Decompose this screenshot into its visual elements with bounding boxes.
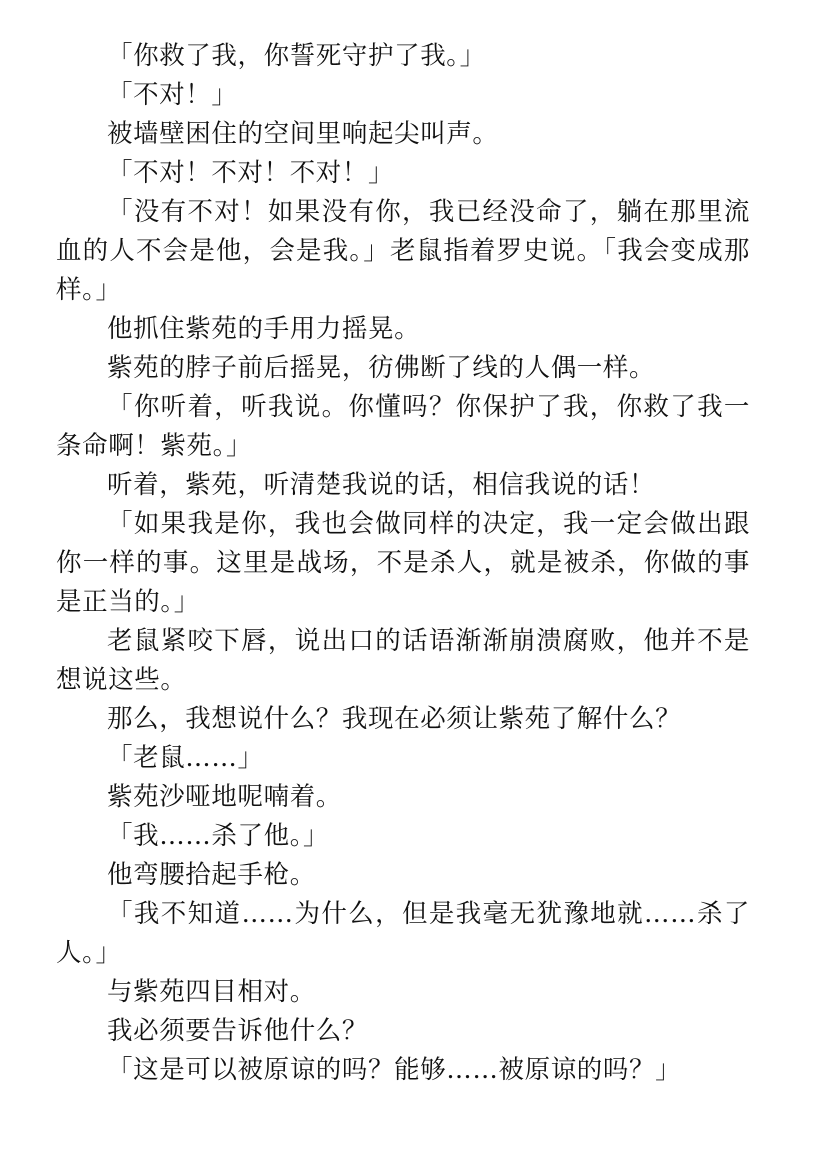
paragraph: 老鼠紧咬下唇，说出口的话语渐渐崩溃腐败，他并不是想说这些。 [56, 626, 750, 695]
document-page [56, 37, 750, 1090]
paragraph: 与紫苑四目相对。 [107, 977, 316, 1007]
paragraph: 「没有不对！如果没有你，我已经没命了，躺在那里流血的人不会是他，会是我。」老鼠指着罗史说。「我会变成那样。」 [56, 197, 750, 305]
paragraph: 「老鼠……」 [107, 743, 264, 773]
paragraph: 「这是可以被原谅的吗？能够……被原谅的吗？」 [107, 1055, 682, 1085]
paragraph: 紫苑沙哑地呢喃着。 [107, 782, 342, 812]
paragraph: 「不对！不对！不对！」 [107, 158, 395, 188]
paragraph: 听着，紫苑，听清楚我说的话，相信我说的话！ [107, 470, 656, 500]
paragraph: 那么，我想说什么？我现在必须让紫苑了解什么？ [107, 704, 682, 734]
paragraph: 「如果我是你，我也会做同样的决定，我一定会做出跟你一样的事。这里是战场，不是杀人，就是被杀，你做的事是正当的。」 [56, 509, 750, 617]
paragraph: 他弯腰拾起手枪。 [107, 860, 316, 890]
paragraph: 「我……杀了他。」 [107, 821, 330, 851]
paragraph: 被墙壁困住的空间里响起尖叫声。 [107, 119, 499, 149]
paragraph: 我必须要告诉他什么？ [107, 1016, 369, 1046]
paragraph: 「你听着，听我说。你懂吗？你保护了我，你救了我一条命啊！紫苑。」 [56, 392, 750, 461]
paragraph: 「不对！」 [107, 80, 238, 110]
paragraph: 「你救了我，你誓死守护了我。」 [107, 41, 486, 71]
paragraph: 他抓住紫苑的手用力摇晃。 [107, 314, 421, 344]
paragraph: 紫苑的脖子前后摇晃，彷佛断了线的人偶一样。 [107, 353, 656, 383]
paragraph: 「我不知道……为什么，但是我毫无犹豫地就……杀了人。」 [56, 899, 750, 968]
